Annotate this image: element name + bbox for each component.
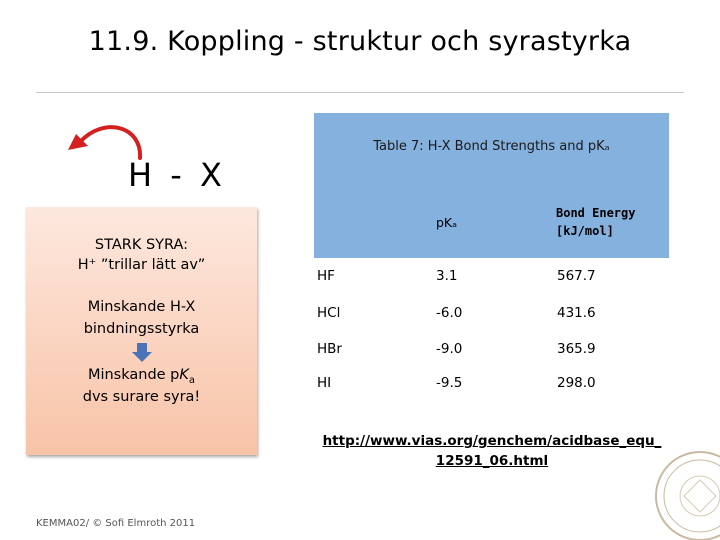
footer-credit: KEMMA02/ © Sofi Elmroth 2011 [36,518,196,529]
source-link-line2[interactable]: 12591_06.html [435,453,549,469]
energy-cell: 298.0 [557,375,596,391]
slide-title: 11.9. Koppling - struktur och syrastyrka [88,26,632,57]
university-seal-icon [654,450,720,540]
pka-column-header: pKₐ [436,215,458,230]
pka-cell: -9.0 [436,341,463,357]
molecule-label: H - X [128,156,226,194]
acid-cell: HCl [317,305,341,321]
bond-energy-header-line2: [kJ/mol] [556,224,614,238]
bond-strength-text: bindningsstyrka [83,321,200,337]
acid-cell: HI [317,375,332,391]
decreasing-pka-label: Minskande $pK_a$ [87,367,196,386]
decreasing-bond-label: Minskande H-X [87,299,196,315]
pka-cell: 3.1 [436,268,458,284]
strong-acid-label: STARK SYRA: [94,237,189,253]
more-acidic-text: dvs surare syra! [82,389,201,405]
down-arrow-icon [132,343,152,363]
energy-cell: 365.9 [557,341,596,357]
title-divider [36,92,684,93]
proton-leaves-text: H⁺ ”trillar lätt av” [77,257,206,273]
energy-cell: 567.7 [557,268,596,284]
acid-strength-box [26,207,257,455]
energy-cell: 431.6 [557,305,596,321]
bond-energy-header-line1: Bond Energy [556,206,636,220]
acid-cell: HBr [317,341,342,357]
table-caption: Table 7: H-X Bond Strengths and pKₐ [373,139,610,154]
pka-cell: -9.5 [436,375,463,391]
source-link[interactable] [318,431,666,471]
pka-cell: -6.0 [436,305,463,321]
acid-cell: HF [317,268,335,284]
source-link-line1[interactable]: http://www.vias.org/genchem/acidbase_equ_ [322,433,662,449]
bond-energy-column-header [556,204,635,240]
curved-arrow-icon [64,112,154,160]
